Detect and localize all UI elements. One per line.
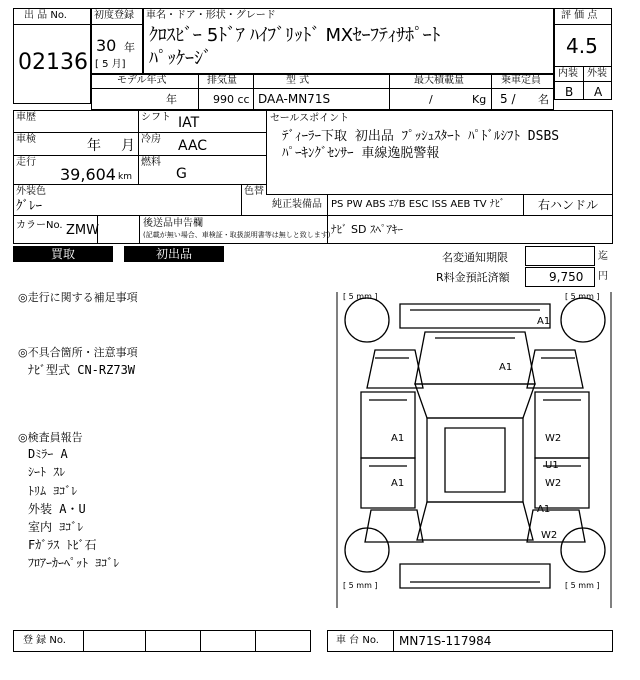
aftermarket-note: (記載が無い場合、車検証・取扱説明書等は無しと致します) (143, 231, 331, 239)
max-load-label: 最大積載量 (414, 75, 464, 86)
model-year-label: モデル年式 (117, 75, 167, 86)
fuel-label: 燃料 (141, 157, 161, 168)
type-label: 型 式 (286, 75, 310, 86)
inspector-line: ﾄﾘﾑ ﾖｺﾞﾚ (28, 484, 78, 498)
damage-mark: W2 (545, 433, 562, 444)
displacement-value: 990 cc (213, 93, 250, 106)
model-year-unit: 年 (166, 93, 177, 106)
tire-depth-front-left: [ 5 mm ] (343, 292, 378, 301)
car-name-line2: ﾊﾟｯｹｰｼﾞ (149, 48, 212, 69)
car-name-line1: ｸﾛｽﾋﾞｰ 5ﾄﾞｱ ﾊｲﾌﾞﾘｯﾄﾞ MXｾｰﾌﾃｨｻﾎﾟｰﾄ (149, 25, 441, 46)
tire-depth-rear-left: [ 5 mm ] (343, 581, 378, 590)
distance-value: 39,604 (60, 165, 116, 184)
distance-label: 走行 (16, 157, 36, 168)
name-label: 車名・ドア・形状・グレード (146, 10, 276, 21)
exterior-label: 外装 (587, 68, 607, 79)
inspector-line: ｼｰﾄ ｽﾚ (28, 465, 66, 479)
year-unit: 年 (124, 41, 135, 54)
exterior-color-label: 外装色 (16, 186, 46, 197)
damage-mark: W2 (541, 530, 558, 541)
ac-value: AAC (178, 138, 208, 154)
inspector-line: ﾌﾛｱｰｶｰﾍﾟｯﾄ ﾖｺﾞﾚ (28, 556, 120, 570)
inspector-line: Dﾐﾗｰ A (28, 447, 68, 461)
shift-value: IAT (178, 115, 200, 131)
recycle-label: R料金預託済額 (436, 271, 510, 284)
distance-unit: km (118, 172, 132, 182)
damage-mark: A1 (537, 316, 551, 327)
inspector-line: 外装 A・U (28, 502, 86, 516)
first-listing-tag: 初出品 (124, 246, 224, 262)
damage-mark: U1 (545, 460, 559, 471)
ac-label: 冷房 (141, 134, 161, 145)
color-no-label: カラーNo. (16, 220, 63, 231)
capacity-value: 5 / (500, 92, 516, 106)
reg-month: [ 5 月] (95, 59, 126, 70)
lot-label: 出 品 No. (24, 10, 67, 21)
notice-box (525, 246, 595, 266)
damage-mark: A1 (391, 478, 405, 489)
sales-line2: ﾊﾟｰｷﾝｸﾞｾﾝｻｰ 車線逸脱警報 (282, 146, 440, 161)
sales-line1: ﾃﾞｨｰﾗｰ下取 初出品 ﾌﾟｯｼｭｽﾀｰﾄ ﾊﾟﾄﾞﾙｼﾌﾄ DSBS (282, 129, 560, 144)
chassis-label: 車 台 No. (336, 635, 379, 646)
shaken-year-unit: 年 (87, 138, 101, 154)
running-notes-label: ◎走行に関する補足事項 (18, 291, 138, 304)
inspector-line: 室内 ﾖｺﾞﾚ (28, 520, 84, 534)
aftermarket-label: 後送品申告欄 (143, 218, 203, 229)
damage-mark: A1 (391, 433, 405, 444)
history-label: 車歴 (16, 112, 36, 123)
score-label: 評 価 点 (561, 10, 598, 21)
reg-no-label: 登 録 No. (23, 635, 66, 646)
damage-mark: W2 (545, 478, 562, 489)
tire-front-left-icon (345, 298, 389, 342)
lot-number: 02136 (18, 50, 88, 75)
recycle-unit: 円 (598, 271, 608, 282)
displacement-label: 排気量 (207, 75, 237, 86)
exterior-grade: A (594, 85, 603, 99)
tire-depth-front-right: [ 5 mm ] (565, 292, 600, 301)
score-value: 4.5 (566, 34, 598, 58)
type-code: DAA-MN71S (258, 92, 331, 106)
inspector-label: ◎検査員報告 (18, 431, 83, 444)
max-load-unit: Kg (472, 93, 487, 106)
reg-year: 30 (96, 36, 117, 55)
inspector-line: Fｶﾞﾗｽ ﾄﾋﾞ石 (28, 538, 97, 552)
shaken-label: 車検 (16, 134, 36, 145)
chassis-no: MN71S-117984 (399, 634, 492, 648)
notice-label: 名変通知期限 (442, 251, 508, 264)
max-load-sep: / (429, 93, 433, 106)
exterior-color-value: ｸﾞﾚｰ (16, 199, 42, 214)
interior-grade: B (565, 85, 574, 99)
std-equip-value: PS PW ABS ｴｱB ESC ISS AEB TV ﾅﾋﾞ (331, 199, 505, 210)
car-damage-diagram (335, 288, 613, 623)
shaken-month-unit: 月 (121, 138, 135, 154)
fuel-value: G (176, 166, 187, 182)
interior-label: 内装 (558, 68, 578, 79)
capacity-unit: 名 (538, 93, 549, 106)
tire-front-right-icon (561, 298, 605, 342)
buy-tag: 買取 (13, 246, 113, 262)
capacity-label: 乗車定員 (501, 75, 541, 86)
sales-label: セールスポイント (270, 113, 350, 124)
recycle-amount: 9,750 (549, 270, 584, 284)
tire-depth-rear-right: [ 5 mm ] (565, 581, 600, 590)
reg-label: 初度登録 (94, 10, 134, 21)
damage-mark: A1 (537, 504, 551, 515)
std-equip-label: 純正装備品 (272, 199, 322, 210)
color-no-value: ZMW (66, 223, 99, 238)
defects-label: ◎不具合箇所・注意事項 (18, 346, 138, 359)
aftermarket-items: ﾅﾋﾞ SD ｽﾍﾟｱｷｰ (331, 223, 403, 236)
shift-label: シフト (141, 112, 171, 123)
damage-mark: A1 (499, 362, 513, 373)
handle-value: 右ハンドル (538, 198, 599, 212)
defects-text: ﾅﾋﾞ型式 CN-RZ73W (28, 363, 136, 377)
color-change-label: 色替 (244, 186, 264, 197)
notice-suffix: 迄 (598, 251, 608, 262)
